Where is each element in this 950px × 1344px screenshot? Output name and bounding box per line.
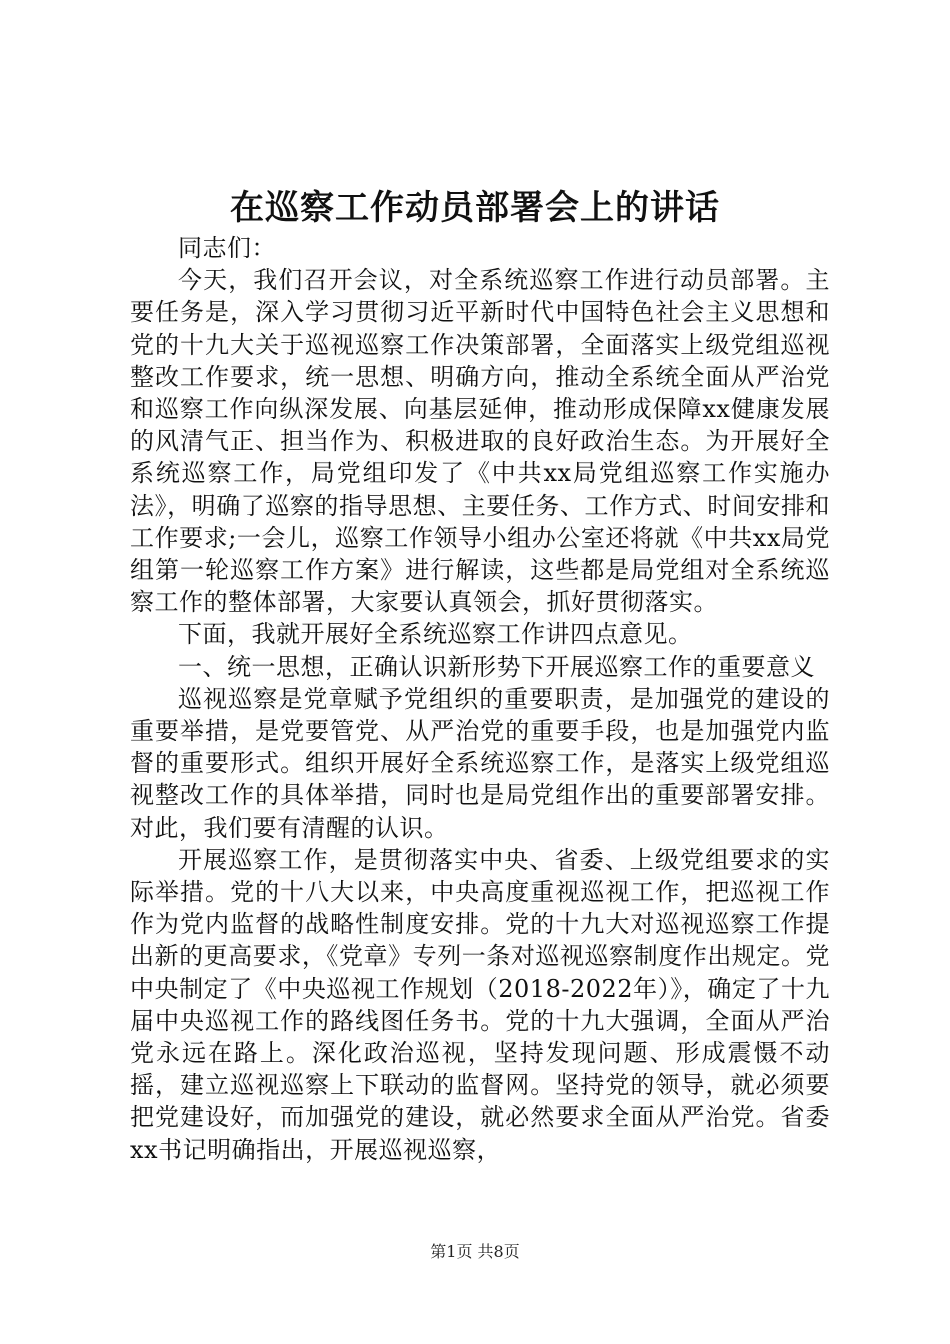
document-body [130, 232, 830, 1166]
body-paragraph: 下面，我就开展好全系统巡察工作讲四点意见。 [178, 620, 693, 649]
document-title: 在巡察工作动员部署会上的讲话 [230, 188, 720, 228]
body-paragraph: 巡视巡察是党章赋予党组织的重要职责，是加强党的建设的重要举措，是党要管党、从严治党的重要手段，也是加强党内监督的重要形式。组织开展好全系统巡察工作，是落实上级党组巡视整改工作的具体举措，同时也是局党组作出的重要部署安排。对此，我们要有清醒的认识。 [130, 684, 830, 842]
body-paragraph: 开展巡察工作，是贯彻落实中央、省委、上级党组要求的实际举措。党的十八大以来，中央高度重视巡视工作，把巡视工作作为党内监督的战略性制度安排。党的十九大对巡视巡察工作提出新的更高要求，《党章》专列一条对巡视巡察制度作出规定。党中央制定了《中央巡视工作规划（2018-2022年）》，确定了十九届中央巡视工作的路线图任务书。党的十九大强调，全面从严治党永远在路上。深化政治巡视，坚持发现问题、形成震慑不动摇，建立巡视巡察上下联动的监督网。坚持党的领导，就必须要把党建设好，而加强党的建设，就必然要求全面从严治党。省委xx书记明确指出，开展巡视巡察， [130, 845, 830, 1164]
salutation-paragraph: 同志们： [178, 234, 276, 262]
section-heading: 一、统一思想，正确认识新形势下开展巡察工作的重要意义 [178, 652, 815, 681]
body-paragraph: 今天，我们召开会议，对全系统巡察工作进行动员部署。主要任务是，深入学习贯彻习近平新时代中国特色社会主义思想和党的十九大关于巡视巡察工作决策部署，全面落实上级党组巡视整改工作要求，统一思想、明确方向，推动全系统全面从严治党和巡察工作向纵深发展、向基层延伸，推动形成保障xx健康发展的风清气正、担当作为、积极进取的良好政治生态。为开展好全系统巡察工作，局党组印发了《中共xx局党组巡察工作实施办法》，明确了巡察的指导思想、主要任务、工作方式、时间安排和工作要求;一会儿，巡察工作领导小组办公室还将就《中共xx局党组第一轮巡察工作方案》进行解读，这些都是局党组对全系统巡察工作的整体部署，大家要认真领会，抓好贯彻落实。 [130, 266, 830, 617]
page-number-footer: 第1页 共8页 [430, 1242, 520, 1261]
